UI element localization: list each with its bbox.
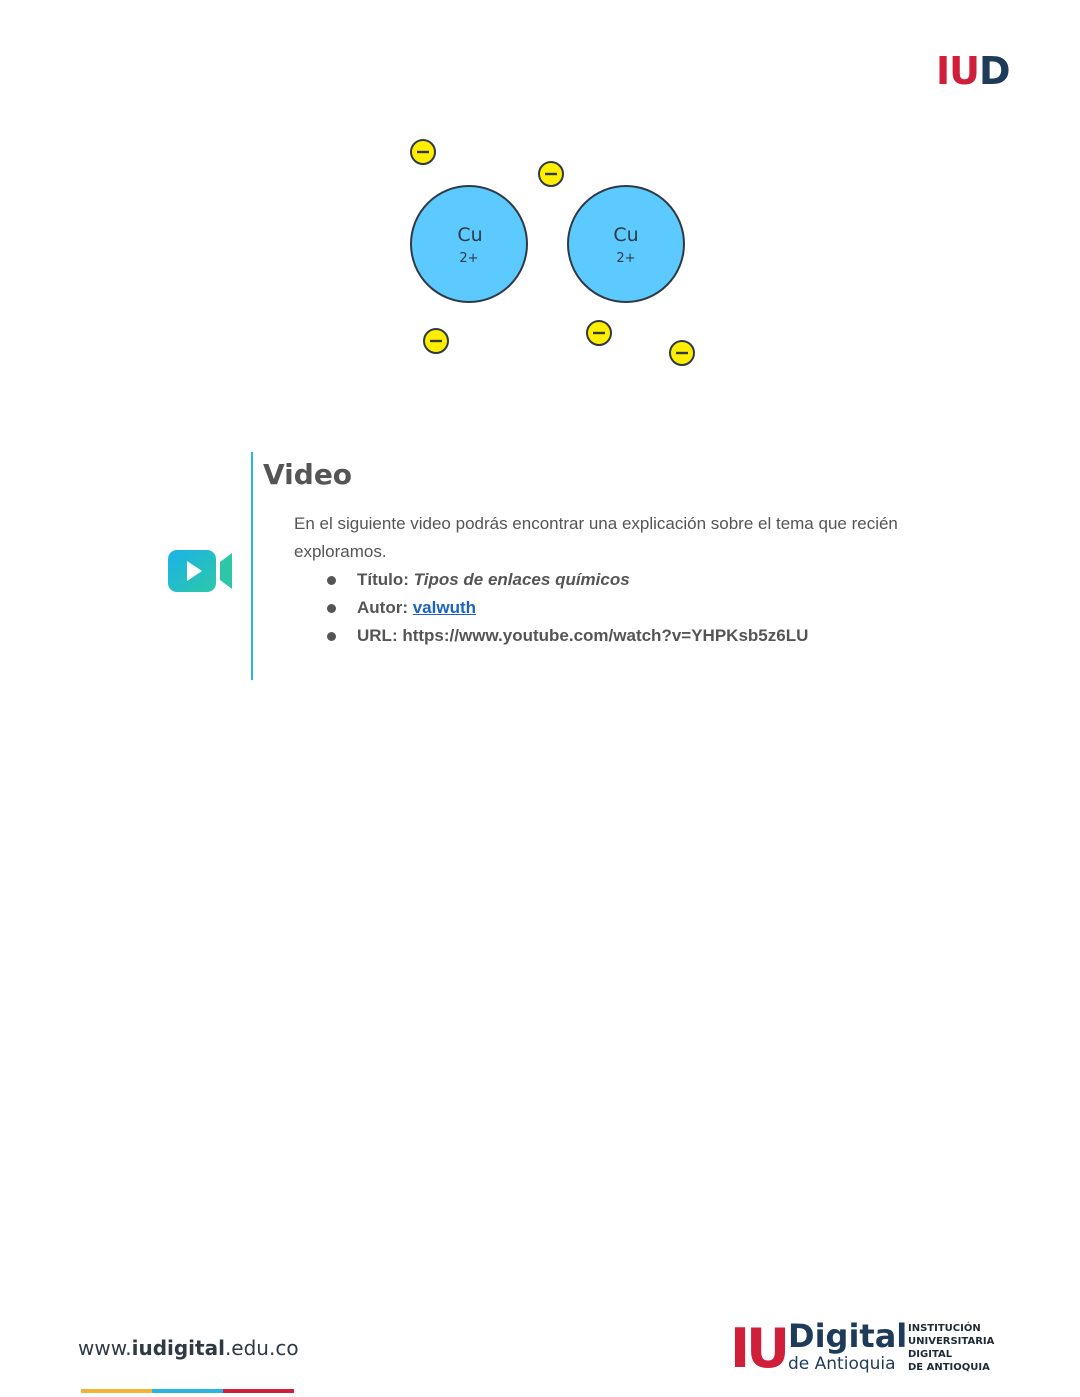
footer-logo-mark: IU	[730, 1317, 786, 1380]
electron-3	[424, 329, 448, 353]
ion-1	[411, 186, 527, 302]
footer-url-prefix: www.	[78, 1336, 132, 1360]
electron-5	[670, 341, 694, 365]
video-title-label: Título:	[357, 570, 409, 589]
footer-website-link[interactable]	[78, 1336, 299, 1360]
footer-inst-line-2: UNIVERSITARIA	[908, 1336, 995, 1347]
footer-url-suffix: .edu.co	[224, 1336, 299, 1360]
electron-1	[411, 140, 435, 164]
video-url-item	[325, 622, 808, 650]
video-url-value[interactable]: https://www.youtube.com/watch?v=YHPKsb5z6LU	[402, 626, 809, 645]
header-logo	[936, 49, 1010, 93]
video-title-item	[325, 566, 808, 594]
footer-color-bar	[81, 1389, 294, 1393]
metallic-bond-diagram	[400, 130, 710, 380]
footer-bar-yellow	[81, 1389, 152, 1393]
video-details-list	[325, 566, 808, 650]
footer-bar-blue	[152, 1389, 223, 1393]
ion-1-charge: 2+	[459, 251, 479, 266]
electron-4	[587, 321, 611, 345]
footer-institution-name	[908, 1322, 994, 1374]
video-author-label: Autor:	[357, 598, 408, 617]
header-logo-iu: IU	[936, 49, 979, 93]
ion-2-charge: 2+	[616, 251, 636, 266]
ion-2-symbol: Cu	[613, 224, 639, 246]
video-title: Video	[263, 458, 353, 491]
video-author-link[interactable]: valwuth	[412, 598, 477, 617]
video-intro: En el siguiente video podrás encontrar una explicación sobre el tema que recién exploramos.	[294, 514, 898, 561]
video-camera-icon	[168, 548, 234, 594]
footer-institution-logo	[730, 1318, 1010, 1380]
footer-logo-antioquia: de Antioquia	[788, 1354, 896, 1374]
diagram-svg	[400, 130, 710, 380]
footer-inst-line-4: DE ANTIOQUIA	[908, 1362, 990, 1373]
video-url-label: URL:	[357, 626, 398, 645]
footer-url-bold: iudigital	[131, 1336, 225, 1360]
video-author-item	[325, 594, 808, 622]
video-section	[251, 452, 973, 680]
electron-2	[539, 162, 563, 186]
video-title-value: Tipos de enlaces químicos	[413, 570, 630, 589]
footer-inst-line-1: INSTITUCIÓN	[908, 1323, 981, 1334]
footer-bar-red	[223, 1389, 294, 1393]
footer-logo-digital: Digital	[788, 1317, 908, 1355]
footer-inst-line-3: DIGITAL	[908, 1349, 953, 1360]
header-logo-d: D	[979, 49, 1010, 93]
ion-2	[568, 186, 684, 302]
ion-1-symbol: Cu	[457, 224, 483, 246]
